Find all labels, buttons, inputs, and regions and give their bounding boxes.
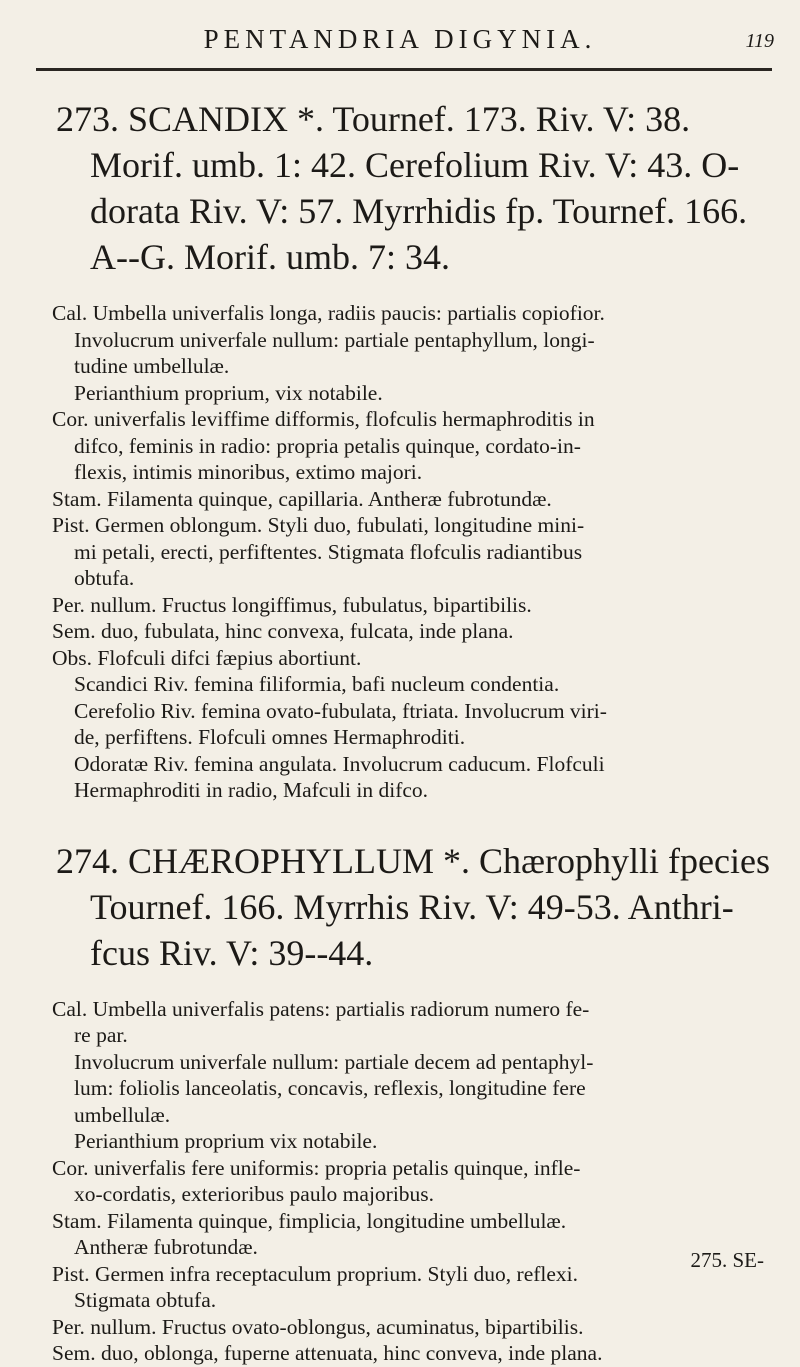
description-274	[52, 996, 782, 1367]
obs-273-2: Scandici Riv. femina filiformia, bafi nucleum condentia.	[74, 672, 560, 696]
cal-274-5: umbellulæ.	[74, 1102, 171, 1127]
cal-274-1: Cal. Umbella univerfalis patens: partialis radiorum numero fe-	[52, 996, 590, 1021]
obs-273-1: Obs. Flofculi difci fæpius abortiunt.	[52, 645, 362, 670]
cor-273-2: difco, feminis in radio: propria petalis quinque, cordato-in-	[74, 433, 581, 458]
stam-273-1: Stam. Filamenta quinque, capillaria. Antheræ fubrotundæ.	[52, 486, 552, 511]
cal-273-4: Perianthium proprium, vix notabile.	[74, 380, 383, 405]
pist-274-1: Pist. Germen infra receptaculum proprium. Styli duo, reflexi.	[52, 1261, 579, 1286]
genus-273-line-2: Morif. umb. 1: 42. Cerefolium Riv. V: 43. O-	[90, 145, 740, 185]
obs-273-4: de, perfiftens. Flofculi omnes Hermaphroditi.	[74, 725, 466, 749]
description-273	[52, 300, 782, 804]
genus-heading-273	[56, 96, 782, 280]
text-block	[52, 96, 782, 1367]
obs-273-5: Odoratæ Riv. femina angulata. Involucrum caducum. Flofculi	[74, 751, 605, 776]
genus-273-line-4: A--G. Morif. umb. 7: 34.	[90, 237, 450, 277]
genus-heading-274	[56, 838, 782, 976]
cal-273-1: Cal. Umbella univerfalis longa, radiis paucis: partialis copiofior.	[52, 301, 605, 325]
obs-273-6: Hermaphroditi in radio, Mafculi in difco.	[74, 778, 429, 802]
cal-274-6: Perianthium proprium vix notabile.	[74, 1129, 378, 1153]
page-number: 119	[745, 30, 774, 52]
pist-274-2: Stigmata obtufa.	[74, 1288, 217, 1312]
pist-273-1: Pist. Germen oblongum. Styli duo, fubulati, longitudine mini-	[52, 513, 585, 537]
stam-274-1: Stam. Filamenta quinque, fimplicia, longitudine umbellulæ.	[52, 1208, 567, 1233]
cor-273-1: Cor. univerfalis leviffime difformis, flofculis hermaphroditis in	[52, 407, 595, 431]
header-rule	[36, 68, 772, 71]
genus-274-line-1: 274. CHÆROPHYLLUM *. Chærophylli fpecies	[56, 840, 770, 881]
sem-273-1: Sem. duo, fubulata, hinc convexa, fulcata, inde plana.	[52, 619, 514, 643]
genus-273-line-3: dorata Riv. V: 57. Myrrhidis fp. Tournef. 166.	[90, 191, 748, 231]
pist-273-3: obtufa.	[74, 566, 135, 590]
cal-274-4: lum: foliolis lanceolatis, concavis, reflexis, longitudine fere	[74, 1076, 586, 1100]
obs-273-3: Cerefolio Riv. femina ovato-fubulata, ftriata. Involucrum viri-	[74, 698, 607, 723]
cal-274-3: Involucrum univerfale nullum: partiale decem ad pentaphyl-	[74, 1049, 594, 1074]
cal-273-2: Involucrum univerfale nullum: partiale pentaphyllum, longi-	[74, 327, 595, 352]
sem-274-1: Sem. duo, oblonga, fuperne attenuata, hinc conveva, inde plana.	[52, 1341, 603, 1365]
per-274-1: Per. nullum. Fructus ovato-oblongus, acuminatus, bipartibilis.	[52, 1314, 584, 1339]
cal-273-3: tudine umbellulæ.	[74, 354, 230, 378]
genus-274-line-3: fcus Riv. V: 39--44.	[90, 932, 374, 973]
per-273-1: Per. nullum. Fructus longiffimus, fubulatus, bipartibilis.	[52, 592, 532, 617]
cor-274-2: xo-cordatis, exterioribus paulo majoribus.	[74, 1182, 435, 1206]
stam-274-2: Antheræ fubrotundæ.	[74, 1235, 258, 1259]
genus-274-line-2: Tournef. 166. Myrrhis Riv. V: 49-53. Anthri-	[90, 886, 734, 927]
cor-274-1: Cor. univerfalis fere uniformis: propria petalis quinque, infle-	[52, 1155, 581, 1180]
cal-274-2: re par.	[74, 1023, 128, 1047]
cor-273-3: flexis, intimis minoribus, extimo majori.	[74, 460, 423, 484]
page-header	[0, 14, 800, 54]
catchword: 275. SE-	[690, 1248, 764, 1272]
pist-273-2: mi petali, erecti, perfiftentes. Stigmata flofculis radiantibus	[74, 539, 583, 564]
entry-spacer	[52, 804, 782, 838]
running-title: PENTANDRIA DIGYNIA.	[203, 24, 597, 54]
genus-273-line-1: 273. SCANDIX *. Tournef. 173. Riv. V: 38.	[56, 99, 691, 139]
